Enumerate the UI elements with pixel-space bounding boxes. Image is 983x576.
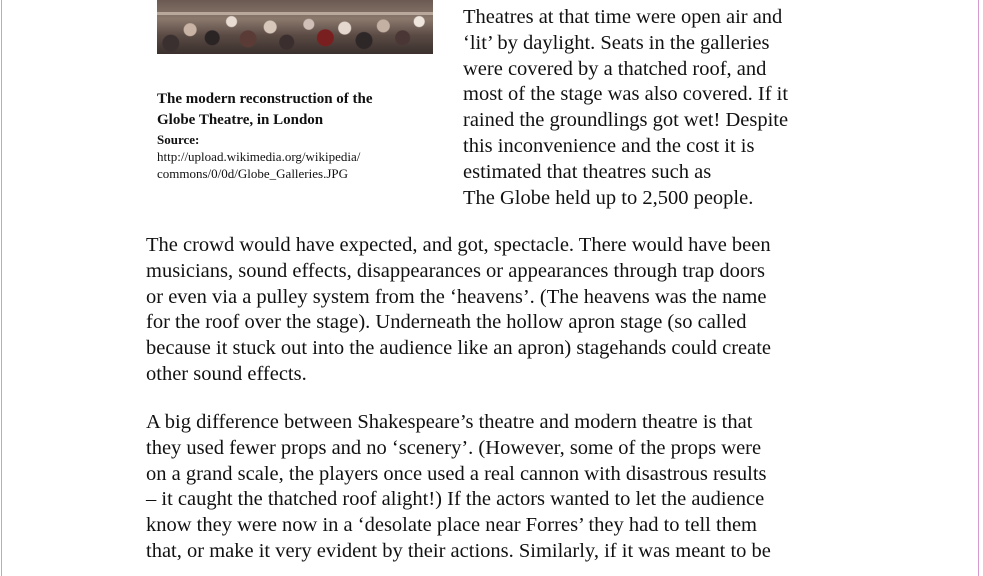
- paragraph-spectacle: [146, 233, 866, 388]
- text-line: ‘lit’ by daylight. Seats in the galleries: [463, 31, 770, 54]
- globe-theatre-photo: [157, 0, 433, 54]
- text-line: The crowd would have expected, and got, spectacle. There would have been: [146, 234, 771, 256]
- text-line: Theatres at that time were open air and: [463, 6, 783, 28]
- caption-title: [157, 89, 447, 131]
- text-line: most of the stage was also covered. If it: [463, 83, 789, 106]
- text-line: they used fewer props and no ‘scenery’. (However, some of the props were: [146, 436, 762, 459]
- text-line: because it stuck out into the audience like an apron) stagehands could create: [146, 337, 772, 360]
- text-line: for the roof over the stage). Underneath the hollow apron stage (so called: [146, 311, 747, 334]
- text-line: that, or make it very evident by their actions. Similarly, if it was meant to be: [146, 539, 771, 562]
- caption-url-line: http://upload.wikimedia.org/wikipedia/: [157, 149, 361, 164]
- photo-caption: [157, 89, 447, 182]
- caption-title-line: The modern reconstruction of the: [157, 91, 373, 107]
- caption-source-url: [157, 148, 447, 182]
- text-line: The Globe held up to 2,500 people.: [463, 186, 754, 209]
- text-line: A big difference between Shakespeare’s theatre and modern theatre is that: [146, 411, 753, 433]
- caption-source-label: Source:: [157, 132, 200, 147]
- paragraph-props-scenery: [146, 410, 866, 565]
- text-line: other sound effects.: [146, 362, 307, 385]
- page-border-left: [1, 0, 2, 576]
- caption-url-line: commons/0/0d/Globe_Galleries.JPG: [157, 166, 349, 181]
- text-line: – it caught the thatched roof alight!) If the actors wanted to let the audience: [146, 488, 765, 511]
- text-line: know they were now in a ‘desolate place near Forres’ they had to tell them: [146, 514, 757, 537]
- text-line: rained the groundlings got wet! Despite: [463, 109, 789, 132]
- text-line: this inconvenience and the cost it is: [463, 134, 755, 157]
- text-line: on a grand scale, the players once used a real cannon with disastrous results: [146, 462, 767, 485]
- caption-title-line: Globe Theatre, in London: [157, 112, 324, 128]
- text-line: were covered by a thatched roof, and: [463, 57, 767, 80]
- side-column-text: [463, 5, 863, 211]
- text-line: musicians, sound effects, disappearances or appearances through trap doors: [146, 259, 765, 282]
- text-line: or even via a pulley system from the ‘heavens’. (The heavens was the name: [146, 285, 767, 308]
- text-line: estimated that theatres such as: [463, 160, 712, 183]
- page-border-right: [978, 0, 979, 576]
- gallery-rail: [157, 12, 433, 15]
